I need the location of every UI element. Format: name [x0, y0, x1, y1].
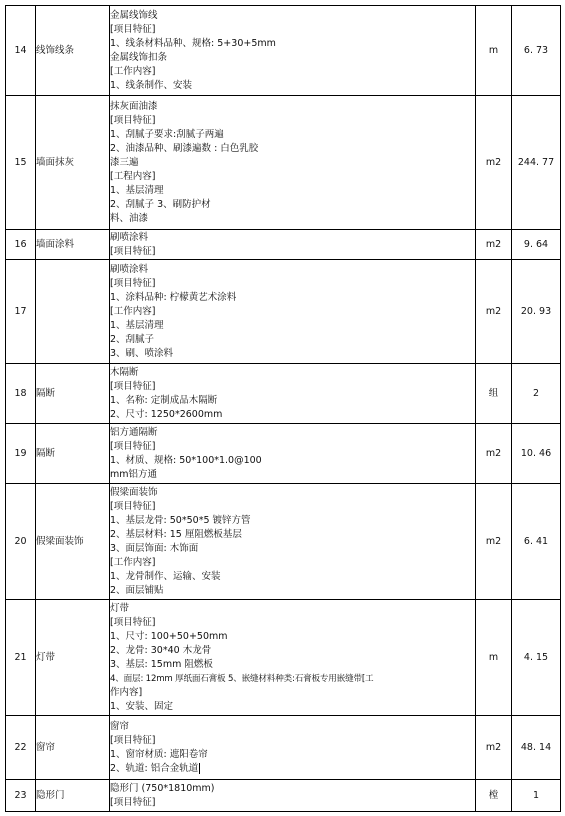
item-unit: m2 [476, 96, 512, 230]
description-line: 窗帘 [110, 720, 130, 732]
description-line: 漆三遍 [110, 156, 139, 168]
description-line: 3、基层: 15mm 阻燃板 [110, 658, 213, 670]
description-line: [项目特征] [110, 796, 156, 808]
description-line: 假梁面装饰 [110, 486, 158, 498]
description-line: 刷喷涂料 [110, 231, 149, 243]
description-line: [项目特征] [110, 500, 156, 512]
description-line: [工作内容] [110, 65, 156, 77]
item-description [110, 716, 476, 780]
table-row [6, 716, 561, 780]
description-line: 4、面层: 12mm 厚纸面石膏板 5、嵌缝材料种类:石膏板专用嵌缝带[工 [110, 673, 374, 684]
item-description [110, 364, 476, 424]
description-line: [工作内容] [110, 556, 156, 568]
item-unit: m2 [476, 716, 512, 780]
item-unit: m2 [476, 424, 512, 484]
item-name: 墙面涂料 [36, 230, 110, 260]
description-line: 作内容] [110, 686, 143, 698]
item-description [110, 260, 476, 364]
item-description [110, 6, 476, 96]
description-line: [项目特征] [110, 23, 156, 35]
item-number: 15 [6, 96, 36, 230]
description-line: mm铝方通 [110, 468, 158, 480]
item-number: 23 [6, 780, 36, 812]
description-line-text: 2、轨道: 铝合金轨道 [110, 762, 199, 774]
text-cursor-icon [199, 763, 200, 774]
item-quantity: 1 [512, 780, 561, 812]
item-name: 假梁面装饰 [36, 484, 110, 600]
description-line: 1、材质、规格: 50*100*1.0@100 [110, 454, 262, 466]
table-row [6, 260, 561, 364]
description-line: 1、基层清理 [110, 319, 164, 331]
item-number: 14 [6, 6, 36, 96]
bill-of-quantities-table [5, 5, 561, 812]
description-line: 1、龙骨制作、运输、安装 [110, 570, 221, 582]
item-description [110, 600, 476, 716]
table-row [6, 364, 561, 424]
item-description [110, 424, 476, 484]
description-line: 1、名称: 定制成品木隔断 [110, 394, 218, 406]
item-number: 22 [6, 716, 36, 780]
item-unit: m2 [476, 260, 512, 364]
table-row [6, 600, 561, 716]
item-quantity: 10. 46 [512, 424, 561, 484]
item-number: 17 [6, 260, 36, 364]
item-unit: 樘 [476, 780, 512, 812]
description-line: 2、尺寸: 1250*2600mm [110, 408, 223, 420]
description-line: [项目特征] [110, 245, 156, 257]
item-unit: 组 [476, 364, 512, 424]
description-line: 1、线条材料品种、规格: 5+30+5mm [110, 37, 276, 49]
item-name: 隔断 [36, 424, 110, 484]
description-line: 铝方通隔断 [110, 426, 158, 438]
item-number: 18 [6, 364, 36, 424]
item-unit: m2 [476, 484, 512, 600]
item-unit: m [476, 6, 512, 96]
description-line: 1、尺寸: 100+50+50mm [110, 630, 228, 642]
description-line: 2、刮腻子 3、刷防护材 [110, 198, 211, 210]
table-body [6, 6, 561, 812]
description-line: 3、刷、喷涂料 [110, 347, 174, 359]
item-number: 19 [6, 424, 36, 484]
table-row [6, 96, 561, 230]
description-line: [项目特征] [110, 616, 156, 628]
description-line: 1、线条制作、安装 [110, 79, 193, 91]
description-line: [项目特征] [110, 114, 156, 126]
item-name: 隐形门 [36, 780, 110, 812]
item-name: 灯带 [36, 600, 110, 716]
table-row [6, 424, 561, 484]
description-line: [工程内容] [110, 170, 156, 182]
description-line: 金属线饰线 [110, 9, 158, 21]
table-row [6, 484, 561, 600]
description-line: [项目特征] [110, 440, 156, 452]
description-line: 2、刮腻子 [110, 333, 155, 345]
description-line: 1、基层清理 [110, 184, 164, 196]
description-line: [项目特征] [110, 380, 156, 392]
item-quantity: 244. 77 [512, 96, 561, 230]
description-line: 隐形门 (750*1810mm) [110, 782, 215, 794]
description-line: [工作内容] [110, 305, 156, 317]
description-line: [项目特征] [110, 734, 156, 746]
item-description [110, 230, 476, 260]
description-line: 灯带 [110, 602, 130, 614]
item-quantity: 20. 93 [512, 260, 561, 364]
description-line: 2、油漆品种、刷漆遍数 : 白色乳胶 [110, 142, 259, 154]
item-description [110, 780, 476, 812]
item-unit: m [476, 600, 512, 716]
item-number: 21 [6, 600, 36, 716]
item-quantity: 9. 64 [512, 230, 561, 260]
table-row [6, 6, 561, 96]
item-quantity: 6. 73 [512, 6, 561, 96]
item-quantity: 4. 15 [512, 600, 561, 716]
description-line: 1、安装、固定 [110, 700, 174, 712]
item-name [36, 260, 110, 364]
item-name: 线饰线条 [36, 6, 110, 96]
item-number: 20 [6, 484, 36, 600]
item-name: 隔断 [36, 364, 110, 424]
description-line: 1、刮腻子要求:刮腻子两遍 [110, 128, 224, 140]
item-name: 墙面抹灰 [36, 96, 110, 230]
table-row [6, 780, 561, 812]
description-line: 1、涂料品种: 柠檬黄艺术涂料 [110, 291, 237, 303]
item-quantity: 6. 41 [512, 484, 561, 600]
description-line: 2、基层材料: 15 厘阻燃板基层 [110, 528, 242, 540]
table-row [6, 230, 561, 260]
item-description [110, 484, 476, 600]
description-line: 1、基层龙骨: 50*50*5 镀锌方管 [110, 514, 251, 526]
item-quantity: 2 [512, 364, 561, 424]
description-line: 金属线饰扣条 [110, 51, 168, 63]
description-line [110, 762, 475, 776]
item-quantity: 48. 14 [512, 716, 561, 780]
description-line: 1、窗帘材质: 遮阳卷帘 [110, 748, 208, 760]
item-unit: m2 [476, 230, 512, 260]
description-line: [项目特征] [110, 277, 156, 289]
description-line: 2、面层铺贴 [110, 584, 164, 596]
description-line: 木隔断 [110, 366, 139, 378]
description-line: 抹灰面油漆 [110, 100, 158, 112]
item-number: 16 [6, 230, 36, 260]
description-line: 刷喷涂料 [110, 263, 149, 275]
description-line: 3、面层饰面: 木饰面 [110, 542, 199, 554]
item-description [110, 96, 476, 230]
item-name: 窗帘 [36, 716, 110, 780]
description-line: 2、龙骨: 30*40 木龙骨 [110, 644, 212, 656]
description-line: 料、油漆 [110, 212, 149, 224]
